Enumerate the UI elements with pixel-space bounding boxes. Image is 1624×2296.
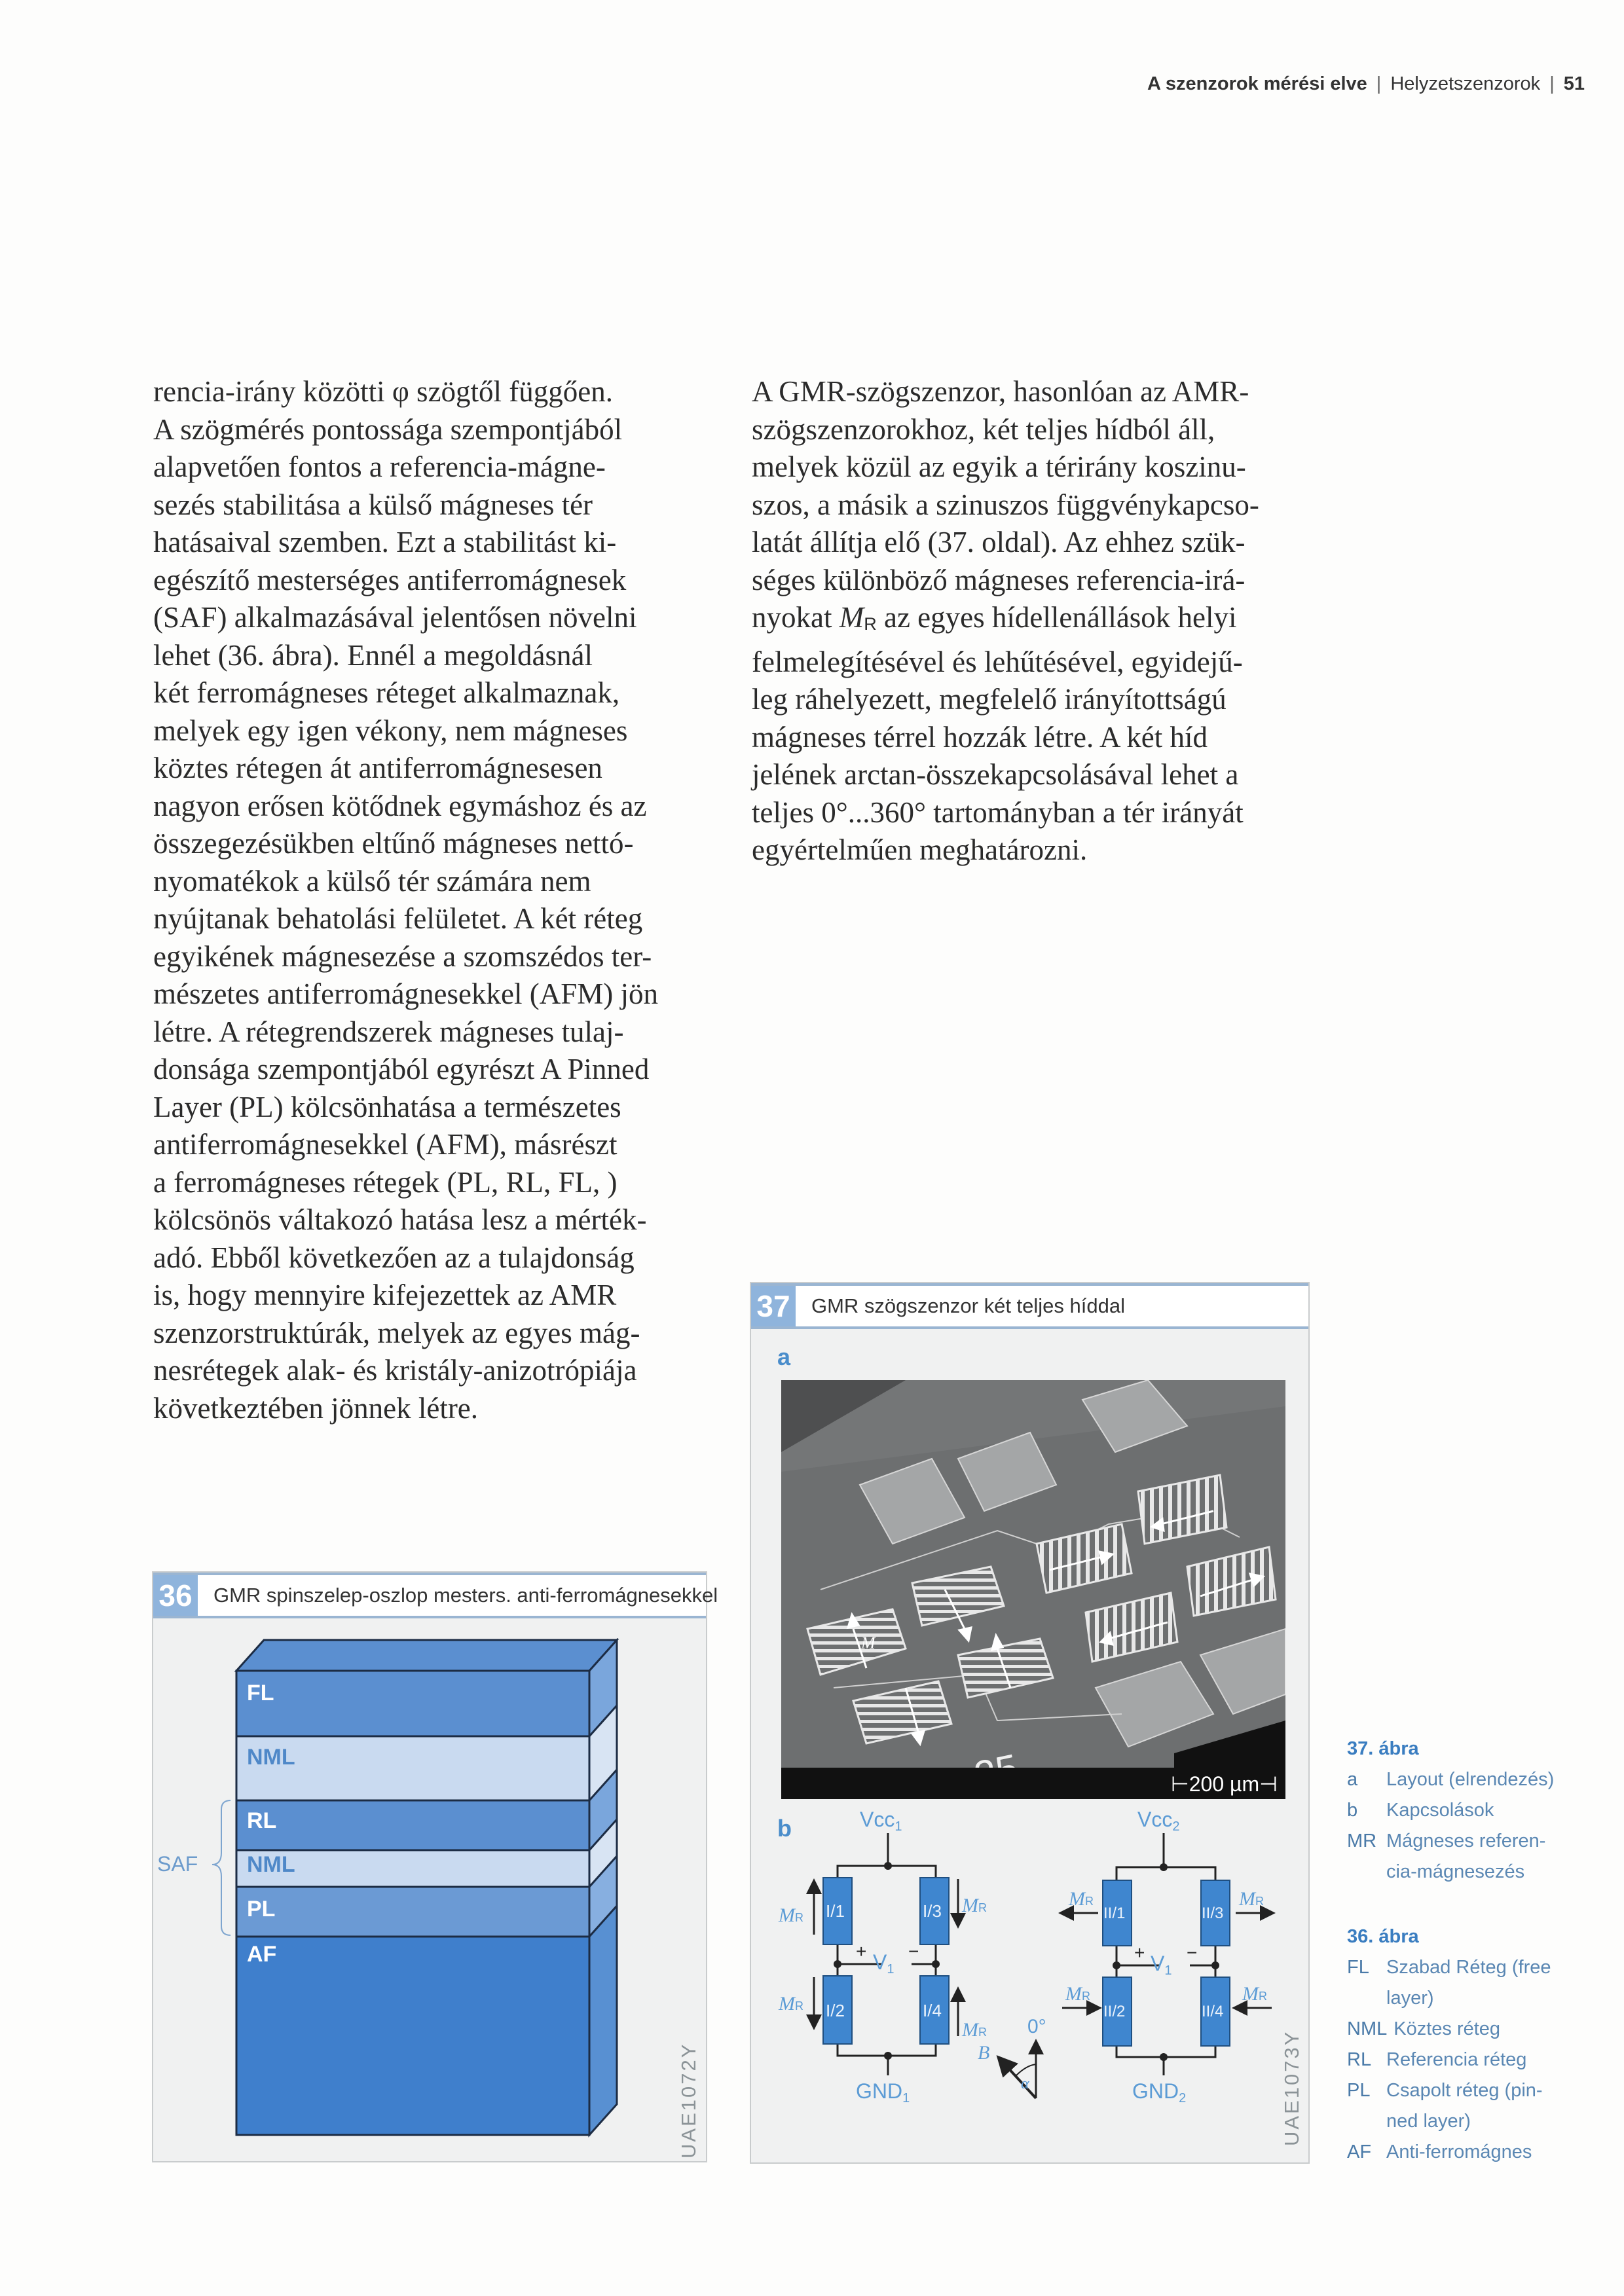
field-b-label: B <box>978 2042 990 2064</box>
figure-title: GMR szögszenzor két teljes híddal <box>811 1294 1125 1317</box>
text-line: egészítő mesterséges antiferromágnesek <box>153 563 627 596</box>
minus-sign: − <box>1187 1942 1198 1963</box>
layer-label: RL <box>247 1808 277 1833</box>
text-line: jelének arctan-összekapcsolásával lehet a <box>752 758 1239 792</box>
part-a-label: a <box>777 1343 791 1370</box>
legend-text: layer) <box>1386 1988 1434 2009</box>
text-fragment: nyokat <box>752 601 840 634</box>
resistor-label: I/4 <box>923 2001 942 2020</box>
v1-label: V1 <box>1151 1952 1172 1978</box>
vcc1-label: Vcc1 <box>860 1808 902 1834</box>
text-line: séges különböző mágneses referencia-irá- <box>752 563 1246 596</box>
figure-36 <box>152 1571 718 2162</box>
angle-indicator <box>1000 2043 1036 2098</box>
legend-item <box>1347 1795 1554 1826</box>
layer-fl <box>236 1671 589 1736</box>
legend-key: PL <box>1347 2080 1371 2101</box>
legend-heading: 37. ábra <box>1347 1738 1419 1759</box>
legend-key: FL <box>1347 1957 1369 1978</box>
sensor-layout-image <box>781 1380 1285 1799</box>
text-line: köztes rétegen át antiferromágnesesen <box>153 752 602 784</box>
text-line: lehet (36. ábra). Ennél a megoldásnál <box>153 638 593 672</box>
text-line: adó. Ebből következően az a tulajdonság <box>153 1241 635 1274</box>
gnd2-label: GND2 <box>1132 2079 1187 2105</box>
layer-pl <box>236 1887 589 1937</box>
bridge-2 <box>1062 1833 1272 2075</box>
mr-label: MR <box>1242 1983 1267 2005</box>
saf-bracket <box>212 1800 231 1935</box>
header-separator: | <box>1549 73 1555 94</box>
text-line: egyikének mágnesezése a szomszédos ter- <box>153 939 652 973</box>
layer-label: NML <box>247 1852 295 1877</box>
text-line: (SAF) alkalmazásával jelentősen növelni <box>153 601 637 634</box>
text-line: antiferromágnesekkel (AFM), másrészt <box>153 1128 618 1161</box>
legend-key: RL <box>1347 2049 1372 2070</box>
text-line: nyújtanak behatolási felületet. A két réteg <box>153 902 643 935</box>
layer-rl <box>236 1800 589 1850</box>
text-line: összegezésükben eltűnő mágneses nettó- <box>153 827 634 860</box>
gnd1-label: GND1 <box>856 2079 910 2105</box>
legend-figure-36 <box>1347 1922 1551 2168</box>
resistor-label: I/1 <box>826 1901 845 1921</box>
resistor-label: II/1 <box>1103 1904 1126 1922</box>
layer-stack-diagram <box>153 1638 709 2162</box>
plus-sign: + <box>1134 1942 1145 1963</box>
vcc2-label: Vcc2 <box>1137 1808 1180 1834</box>
saf-label: SAF <box>157 1852 198 1876</box>
legend-item <box>1347 2014 1551 2045</box>
zero-degree-label: 0° <box>1027 2016 1046 2037</box>
paragraph <box>752 373 1315 869</box>
legend-text: cia-mágnesezés <box>1386 1861 1525 1882</box>
legend-item <box>1347 2075 1551 2106</box>
legend-key: MR <box>1347 1831 1377 1851</box>
text-line: hatásaival szemben. Ezt a stabilitást ki- <box>153 526 617 558</box>
legend-item <box>1347 1952 1551 1983</box>
text-line: nagyon erősen kötődnek egymáshoz és az <box>153 789 647 822</box>
text-line: nesrétegek alak- és kristály-anizotrópiája <box>153 1354 637 1387</box>
text-line: szögszenzorokhoz, két teljes hídból áll, <box>752 412 1215 446</box>
figure-number: 37 <box>751 1286 796 1326</box>
figure-header <box>153 1573 718 1618</box>
text-line: Layer (PL) kölcsönhatása a természetes <box>153 1090 621 1123</box>
legend-key: AF <box>1347 2141 1372 2162</box>
text-line: a ferromágneses rétegek (PL, RL, FL, ) <box>153 1165 618 1199</box>
text-fragment: az egyes hídellenállások helyi <box>876 601 1237 634</box>
legend-item <box>1347 1764 1554 1795</box>
body-text-left <box>153 373 716 1427</box>
text-line: latát állítja elő (37. oldal). Az ehhez szük- <box>752 526 1246 558</box>
legend-figure-37 <box>1347 1734 1554 1887</box>
legend-text: Layout (elrendezés) <box>1386 1769 1555 1790</box>
legend-key: b <box>1347 1800 1358 1821</box>
resistor-label: II/4 <box>1202 2003 1224 2020</box>
legend-text: Köztes réteg <box>1393 2018 1501 2039</box>
mr-subscript: R <box>864 614 877 634</box>
layer-label: NML <box>247 1745 295 1770</box>
text-line: kölcsönös váltakozó hatása lesz a mérték- <box>153 1203 647 1236</box>
body-text-right <box>752 373 1315 869</box>
legend-heading: 36. ábra <box>1347 1926 1419 1947</box>
mr-label: MR <box>1239 1888 1264 1910</box>
mr-label: MR <box>1069 1888 1094 1910</box>
figure-title: GMR spinszelep-oszlop mesters. anti-ferromágnesekkel <box>213 1584 718 1607</box>
plus-sign: + <box>856 1941 867 1961</box>
resistor-label: I/3 <box>923 1901 942 1921</box>
resistor-label: I/2 <box>826 2001 845 2020</box>
figure-number: 36 <box>153 1575 198 1616</box>
legend-item <box>1347 2137 1551 2168</box>
text-line: leg ráhelyezett, megfelelő irányítottságú <box>752 683 1227 716</box>
scale-bar-label: ⊢200 µm⊣ <box>1170 1772 1278 1796</box>
legend-item-continuation <box>1347 1857 1554 1887</box>
text-line: melyek egy igen vékony, nem mágneses <box>153 714 628 747</box>
text-line: is, hogy mennyire kifejezettek az AMR <box>153 1279 617 1311</box>
text-line: két ferromágneses réteget alkalmaznak, <box>153 676 620 709</box>
text-line: melyek közül az egyik a térirány koszinu- <box>752 450 1246 483</box>
running-header <box>1147 73 1585 95</box>
legend-item-continuation <box>1347 1983 1551 2014</box>
mr-label: MR <box>962 2019 987 2041</box>
text-line: teljes 0°...360° tartományban a tér irányát <box>752 795 1244 829</box>
legend-item <box>1347 1826 1554 1857</box>
text-line: rencia-irány közötti φ szögtől függően. <box>153 375 614 408</box>
legend-text: Szabad Réteg (free <box>1386 1957 1551 1978</box>
legend-text: Referencia réteg <box>1386 2049 1527 2070</box>
figure-code: UAE1073Y <box>1280 2030 1303 2146</box>
alpha-label: α <box>1021 2075 1029 2092</box>
text-line: mészetes antiferromágnesekkel (AFM) jön <box>153 977 658 1010</box>
scale-bar-strip <box>781 1768 1285 1799</box>
v1-label: V1 <box>873 1950 895 1977</box>
text-line: nyomatékok a külső tér számára nem <box>153 864 591 898</box>
text-line: A GMR-szögszenzor, hasonlóan az AMR- <box>752 375 1249 408</box>
text-line: donsága szempontjából egyrészt A Pinned <box>153 1053 650 1085</box>
minus-sign: − <box>908 1941 919 1961</box>
text-line: létre. A rétegrendszerek mágneses tulaj- <box>153 1015 624 1048</box>
part-b-label: b <box>777 1815 792 1842</box>
legend-key: a <box>1347 1769 1358 1790</box>
page-number: 51 <box>1563 73 1585 94</box>
legend-text: Kapcsolások <box>1386 1800 1494 1821</box>
sem-micrograph <box>781 1380 1285 1799</box>
text-line <box>752 599 1315 644</box>
subsection-title: Helyzetszenzorok <box>1390 73 1541 94</box>
mr-label: MR <box>779 1993 803 2014</box>
mr-label: MR <box>779 1904 803 1926</box>
text-line: következtében jönnek létre. <box>153 1391 479 1425</box>
sem-mr-label: M <box>861 1633 876 1652</box>
legend-key: NML <box>1347 2018 1388 2039</box>
text-line: alapvetően fontos a referencia-mágne- <box>153 450 606 483</box>
text-line: szos, a másik a szinuszos függvénykapcso- <box>752 488 1259 521</box>
figure-header <box>751 1283 1308 1329</box>
legend-item <box>1347 2045 1551 2075</box>
resistor-label: II/3 <box>1202 1904 1224 1922</box>
text-line: szenzorstruktúrák, melyek az egyes mág- <box>153 1316 640 1349</box>
legend-text: Mágneses referen- <box>1386 1831 1546 1851</box>
paragraph <box>153 373 716 1427</box>
resistor-label: II/2 <box>1103 2003 1126 2020</box>
figure-37 <box>750 1282 1310 2164</box>
mr-symbol: M <box>839 601 864 634</box>
layer-label: FL <box>247 1681 274 1705</box>
layer-af <box>236 1937 589 2135</box>
mr-label: MR <box>1065 1983 1090 2005</box>
legend-text: Anti-ferromágnes <box>1386 2141 1532 2162</box>
text-line: felmelegítésével és lehűtésével, egyidejű- <box>752 645 1243 678</box>
figure-code: UAE1072Y <box>677 2042 700 2159</box>
bridge-circuits-diagram <box>751 1800 1311 2141</box>
section-title: A szenzorok mérési elve <box>1147 73 1367 94</box>
text-line: A szögmérés pontossága szempontjából <box>153 412 623 446</box>
header-separator: | <box>1376 73 1382 94</box>
layer-label: AF <box>247 1942 277 1967</box>
layer-label: PL <box>247 1897 276 1922</box>
legend-text: ned layer) <box>1386 2111 1471 2132</box>
text-line: mágneses térrel hozzák létre. A két híd <box>752 720 1208 754</box>
text-line: sezés stabilitása a külső mágneses tér <box>153 488 593 521</box>
mr-label: MR <box>962 1895 987 1916</box>
text-line: egyértelműen meghatározni. <box>752 833 1088 867</box>
legend-text: Csapolt réteg (pin- <box>1386 2080 1543 2101</box>
legend-item-continuation <box>1347 2106 1551 2137</box>
